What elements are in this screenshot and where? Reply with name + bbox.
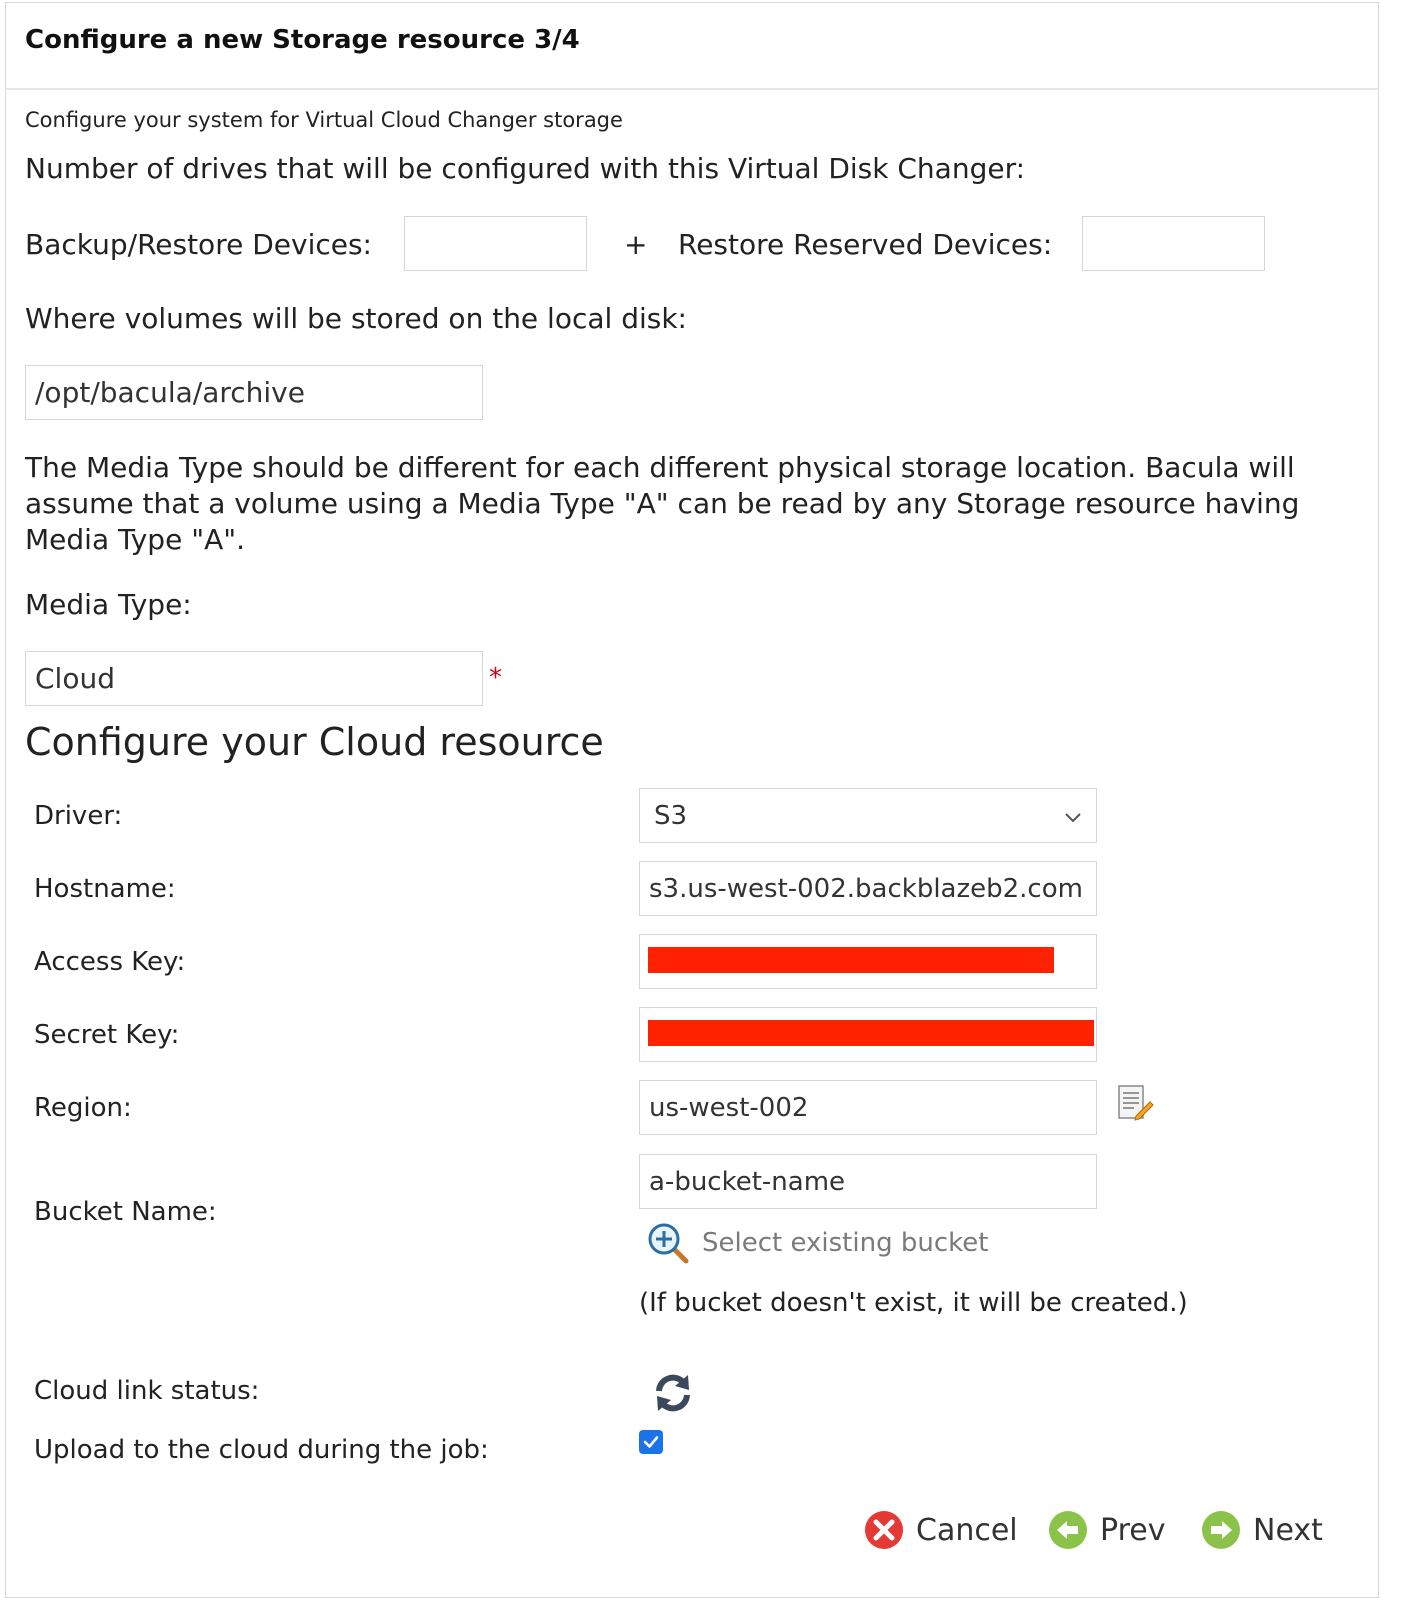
cancel-label: Cancel bbox=[916, 1512, 1018, 1548]
upload-during-job-label: Upload to the cloud during the job: bbox=[34, 1435, 489, 1465]
edit-region-icon[interactable] bbox=[1114, 1083, 1154, 1123]
hostname-label: Hostname: bbox=[34, 874, 176, 904]
arrow-right-icon bbox=[1201, 1510, 1241, 1550]
drives-question: Number of drives that will be configured with this Virtual Disk Changer: bbox=[25, 152, 1026, 185]
region-label: Region: bbox=[34, 1093, 132, 1123]
select-existing-bucket-link[interactable] bbox=[646, 1221, 988, 1265]
backup-restore-devices-label: Backup/Restore Devices: bbox=[25, 228, 372, 261]
chevron-down-icon bbox=[1064, 804, 1082, 828]
secret-key-input[interactable] bbox=[639, 1007, 1097, 1062]
wizard-title: Configure a new Storage resource 3/4 bbox=[6, 3, 1378, 90]
cancel-button[interactable] bbox=[864, 1510, 1018, 1550]
prev-button[interactable] bbox=[1048, 1510, 1165, 1550]
media-type-label: Media Type: bbox=[25, 588, 192, 621]
media-type-input[interactable]: Cloud bbox=[25, 651, 483, 706]
driver-select[interactable] bbox=[639, 788, 1097, 843]
cloud-link-status-label: Cloud link status: bbox=[34, 1376, 260, 1406]
select-bucket-text: Select existing bucket bbox=[702, 1228, 989, 1258]
redaction-bar bbox=[648, 1020, 1094, 1046]
upload-during-job-checkbox[interactable] bbox=[639, 1430, 663, 1454]
bucket-name-label: Bucket Name: bbox=[34, 1197, 217, 1227]
next-label: Next bbox=[1253, 1512, 1323, 1548]
cancel-icon bbox=[864, 1510, 904, 1550]
checkmark-icon bbox=[642, 1433, 660, 1451]
required-marker: * bbox=[489, 663, 502, 693]
plus-sign: + bbox=[624, 228, 648, 261]
access-key-label: Access Key: bbox=[34, 947, 186, 977]
secret-key-label: Secret Key: bbox=[34, 1020, 180, 1050]
backup-restore-devices-input[interactable] bbox=[404, 216, 587, 271]
zoom-in-icon bbox=[646, 1221, 690, 1265]
cloud-section-title: Configure your Cloud resource bbox=[25, 720, 604, 764]
restore-reserved-devices-label: Restore Reserved Devices: bbox=[678, 228, 1053, 261]
redaction-bar bbox=[648, 947, 1054, 973]
step-subtitle: Configure your system for Virtual Cloud Changer storage bbox=[25, 108, 623, 132]
driver-label: Driver: bbox=[34, 801, 123, 831]
restore-reserved-devices-input[interactable] bbox=[1082, 216, 1265, 271]
arrow-left-icon bbox=[1048, 1510, 1088, 1550]
refresh-icon[interactable] bbox=[651, 1371, 695, 1415]
location-question: Where volumes will be stored on the local disk: bbox=[25, 302, 687, 335]
volume-location-input[interactable]: /opt/bacula/archive bbox=[25, 365, 483, 420]
driver-selected-value: S3 bbox=[654, 800, 688, 831]
hostname-input[interactable]: s3.us-west-002.backblazeb2.com bbox=[639, 861, 1097, 916]
wizard-dialog bbox=[5, 2, 1379, 1598]
region-input[interactable]: us-west-002 bbox=[639, 1080, 1097, 1135]
bucket-hint: (If bucket doesn't exist, it will be created.) bbox=[639, 1288, 1188, 1318]
media-type-note: The Media Type should be different for each different physical storage location. Bacula will assume that a volume using a Media Type "A" can be read by any Storage resource having Media Type "A". bbox=[25, 451, 1300, 556]
next-button[interactable] bbox=[1201, 1510, 1323, 1550]
bucket-name-input[interactable]: a-bucket-name bbox=[639, 1154, 1097, 1209]
access-key-input[interactable] bbox=[639, 934, 1097, 989]
prev-label: Prev bbox=[1100, 1512, 1166, 1548]
